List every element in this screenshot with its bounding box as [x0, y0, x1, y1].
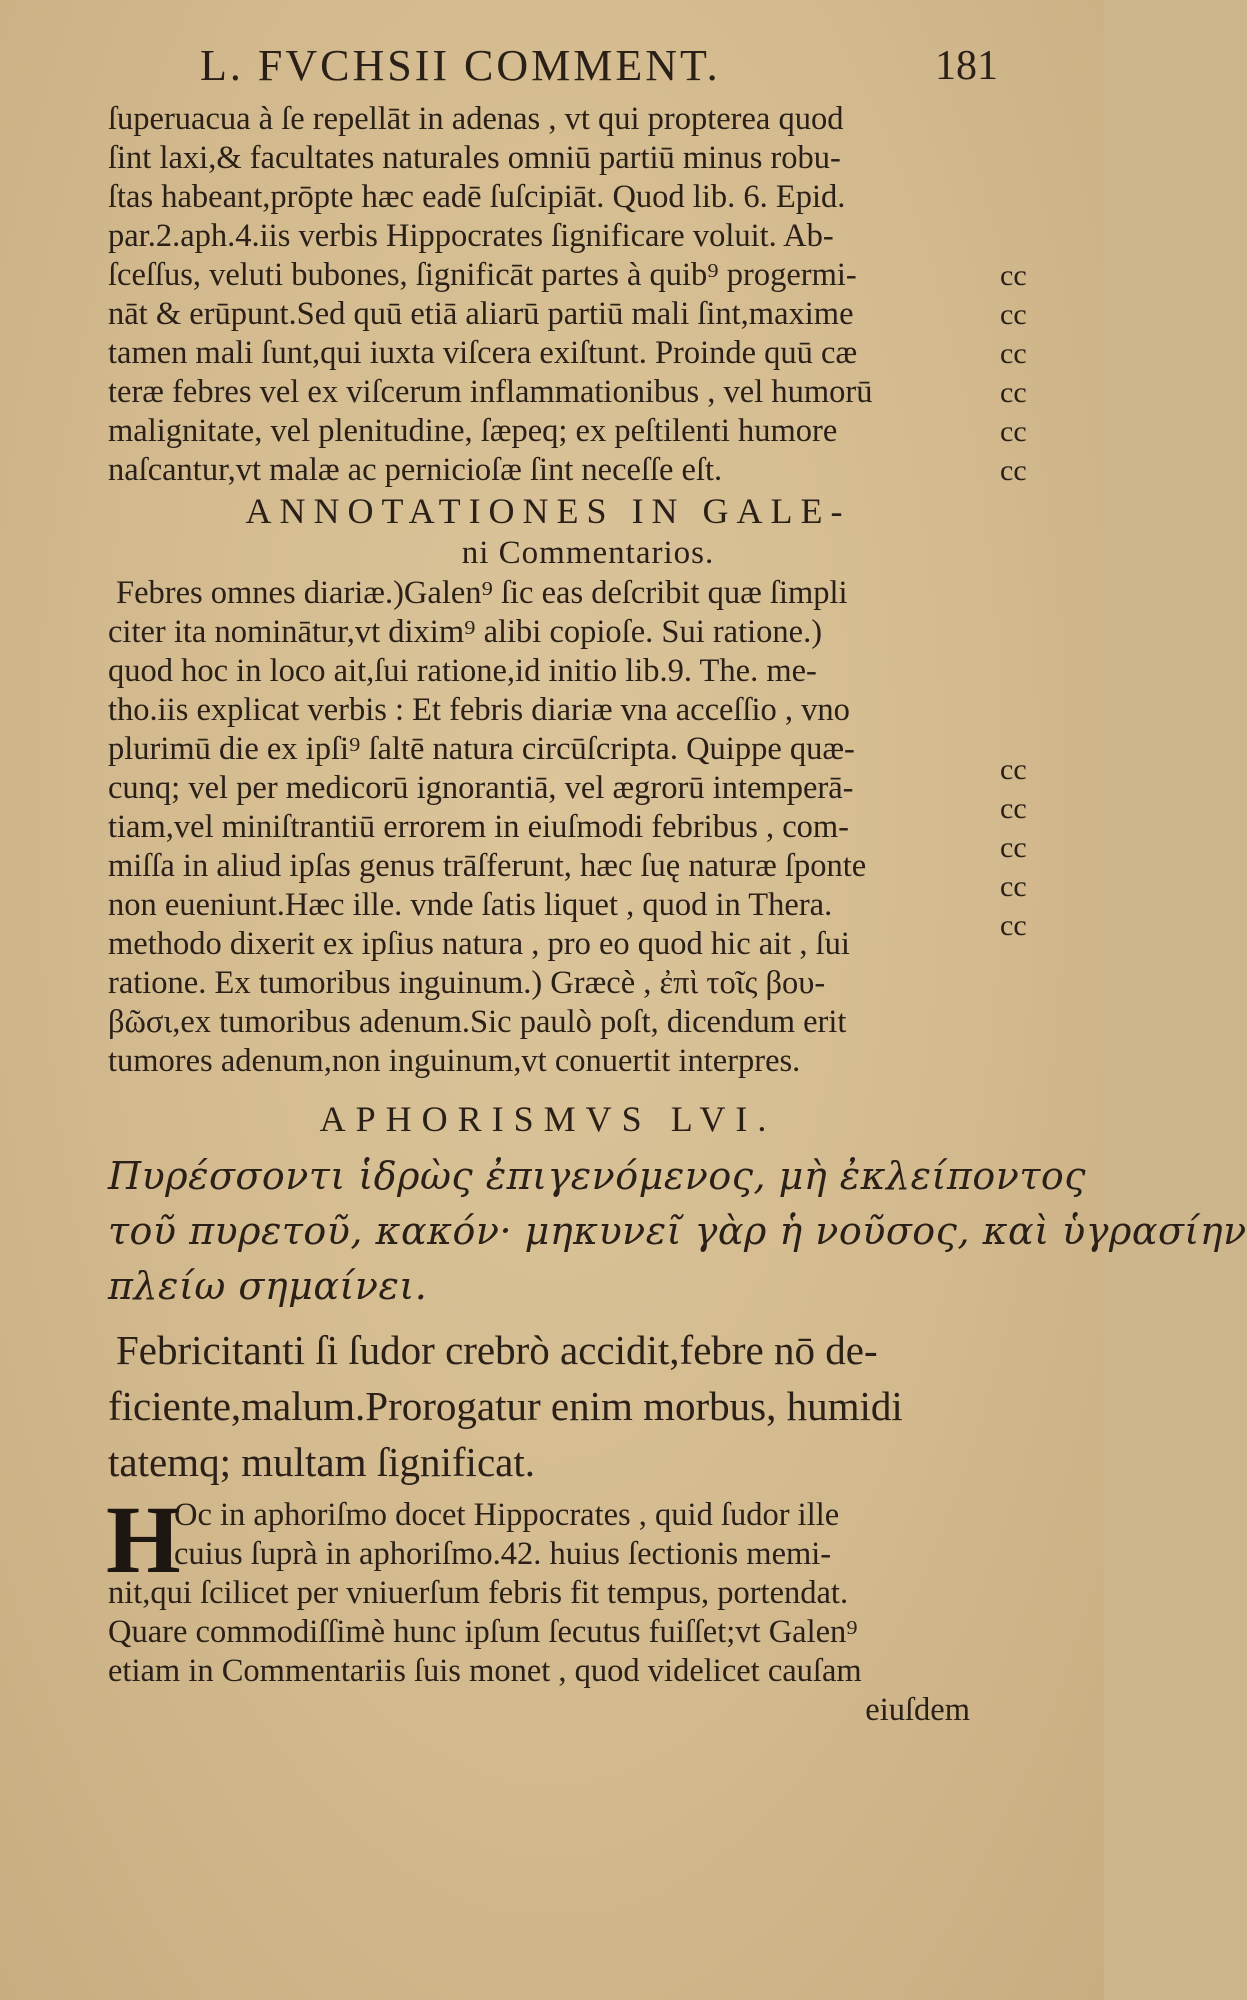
- text-line: malignitate, vel plenitudine, ſæpeq; ex peſtilenti humore: [108, 413, 838, 449]
- text-line: ratione. Ex tumoribus inguinum.) Græcè , ἐπὶ τοῖς βου-: [108, 965, 826, 1001]
- margin-quote-marks-2: [1000, 750, 1060, 945]
- quote-mark: cc: [1000, 753, 1027, 786]
- quote-mark: cc: [1000, 454, 1027, 487]
- text-line: ſint laxi,& facultates naturales omniū partiū minus robu-: [108, 140, 841, 176]
- text-line: non eueniunt.Hæc ille. vnde ſatis liquet , quod in Thera.: [108, 887, 833, 923]
- catchword: eiuſdem: [865, 1692, 970, 1728]
- text-line: Febres omnes diariæ.)Galen⁹ ſic eas deſcribit quæ ſimpli: [116, 575, 848, 611]
- commentary-paragraph-1: [108, 100, 988, 490]
- text-line: quod hoc in loco ait,ſui ratione,id initio lib.9. The. me-: [108, 653, 817, 689]
- latin-aphorism-line: tatemq; multam ſignificat.: [108, 1439, 535, 1485]
- quote-mark: cc: [1000, 259, 1027, 292]
- quote-mark: cc: [1000, 831, 1027, 864]
- greek-line: τοῦ πυρετοῦ, κακόν· μηκυνεῖ γὰρ ἡ νοῦσος, καὶ ὑγρασίην: [108, 1209, 1247, 1253]
- text-line: tumores adenum,non inguinum,vt conuertit interpres.: [108, 1043, 801, 1079]
- text-line: par.2.aph.4.iis verbis Hippocrates ſignificare voluit. Ab-: [108, 218, 834, 254]
- greek-line: πλείω σημαίνει.: [108, 1264, 428, 1308]
- text-line: βῶσι,ex tumoribus adenum.Sic paulò poſt, dicendum erit: [108, 1004, 847, 1040]
- drop-cap-initial: H: [106, 1486, 181, 1593]
- text-line: naſcantur,vt malæ ac pernicioſæ ſint neceſſe eſt.: [108, 452, 723, 488]
- quote-mark: cc: [1000, 792, 1027, 825]
- annotations-paragraph: [108, 574, 988, 1081]
- text-line: teræ febres vel ex viſcerum inflammationibus , vel humorū: [108, 374, 873, 410]
- text-line: Quare commodiſſimè hunc ipſum ſecutus fuiſſet;vt Galen⁹: [108, 1614, 858, 1650]
- latin-aphorism-line: ficiente,malum.Prorogatur enim morbus, humidi: [108, 1383, 903, 1429]
- text-line: tho.iis explicat verbis : Et febris diariæ vna acceſſio , vno: [108, 692, 850, 728]
- text-line: cuius ſuprà in aphoriſmo.42. huius ſectionis memi-: [174, 1536, 832, 1572]
- text-line: ſceſſus, veluti bubones, ſignificāt partes à quib⁹ progermi-: [108, 257, 857, 293]
- aphorism-heading: APHORISMVS LVI.: [319, 1099, 777, 1139]
- text-line: miſſa in aliud ipſas genus trāſferunt, hæc ſuę naturæ ſponte: [108, 848, 867, 884]
- text-line: etiam in Commentariis ſuis monet , quod videlicet cauſam: [108, 1653, 862, 1689]
- page-number: 181: [935, 43, 998, 89]
- text-line: Oc in aphoriſmo docet Hippocrates , quid ſudor ille: [174, 1497, 840, 1533]
- text-line: tamen mali ſunt,qui iuxta viſcera exiſtunt. Proinde quū cæ: [108, 335, 858, 371]
- text-line: tiam,vel miniſtrantiū errorem in eiuſmodi febribus , com-: [108, 809, 849, 845]
- text-line: nāt & erūpunt.Sed quū etiā aliarū partiū mali ſint,maxime: [108, 296, 854, 332]
- quote-mark: cc: [1000, 337, 1027, 370]
- latin-aphorism: [108, 1322, 988, 1490]
- text-line: citer ita nominātur,vt dixim⁹ alibi copioſe. Sui ratione.): [108, 614, 823, 650]
- quote-mark: cc: [1000, 298, 1027, 331]
- text-line: ſuperuacua à ſe repellāt in adenas , vt qui propterea quod: [108, 101, 844, 137]
- text-line: methodo dixerit ex ipſius natura , pro eo quod hic ait , ſui: [108, 926, 850, 962]
- text-line: cunq; vel per medicorū ignorantiā, vel ægrorū intemperā-: [108, 770, 854, 806]
- annotations-subheading: ni Commentarios.: [461, 535, 715, 571]
- quote-mark: cc: [1000, 909, 1027, 942]
- annotations-heading: ANNOTATIONES IN GALE-: [245, 491, 851, 531]
- text-line: plurimū die ex ipſi⁹ ſaltē natura circūſcripta. Quippe quæ-: [108, 731, 855, 767]
- main-text-block: [106, 100, 1247, 1730]
- greek-line: Πυρέσσοντι ἱδρὼς ἐπιγενόμενος, μὴ ἐκλείποντος: [108, 1154, 1087, 1198]
- quote-mark: cc: [1000, 870, 1027, 903]
- running-title: L. FVCHSII COMMENT.: [200, 41, 721, 90]
- quote-mark: cc: [1000, 376, 1027, 409]
- quote-mark: cc: [1000, 415, 1027, 448]
- margin-quote-marks-1: [1000, 256, 1060, 490]
- latin-aphorism-line: Febricitanti ſi ſudor crebrò accidit,febre nō de-: [116, 1327, 878, 1373]
- text-line: nit,qui ſcilicet per vniuerſum febris fit tempus, portendat.: [108, 1575, 849, 1611]
- commentary-paragraph-2: [106, 1486, 988, 1730]
- text-line: ſtas habeant,prōpte hæc eadē ſuſcipiāt. Quod lib. 6. Epid.: [108, 179, 846, 215]
- greek-aphorism: [108, 1149, 1247, 1314]
